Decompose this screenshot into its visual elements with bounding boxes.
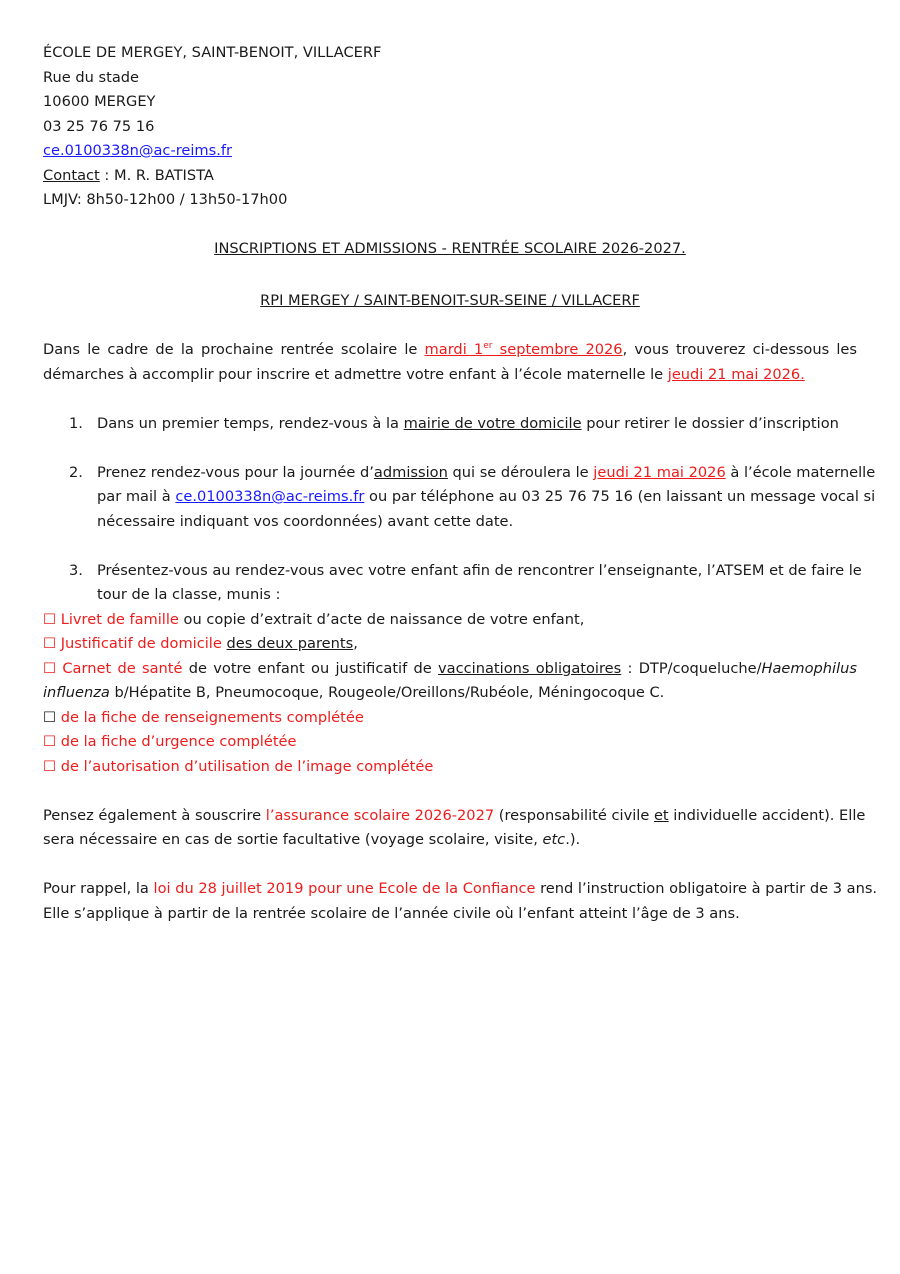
checklist-sante-vaccinations: vaccinations obligatoires xyxy=(438,660,622,677)
checklist-item-sante xyxy=(43,659,857,679)
checklist-renseignements-label: de la fiche de renseignements complétée xyxy=(56,709,364,726)
insurance-l2b: .). xyxy=(565,831,581,848)
rentree-date xyxy=(425,341,623,358)
insurance-c: individuelle accident). Elle xyxy=(668,807,866,824)
rentree-date-day: mardi 1 xyxy=(424,341,484,358)
reminder-a: Pour rappel, la xyxy=(43,880,154,897)
checkbox-icon[interactable]: ☐ xyxy=(43,709,57,726)
admission-date: jeudi 21 mai 2026. xyxy=(667,366,805,383)
step-2-l2b: ou par téléphone au 03 25 76 75 16 (en laissant un message vocal si xyxy=(364,488,876,505)
step-2-c: à l’école maternelle xyxy=(725,464,876,481)
school-hours: LMJV: 8h50-12h00 / 13h50-17h00 xyxy=(43,191,288,208)
insurance-etc: etc xyxy=(542,831,566,848)
reminder-law: loi du 28 juillet 2019 pour une Ecole de la Confiance xyxy=(153,880,536,897)
step-3-line-2: tour de la classe, munis : xyxy=(97,586,281,603)
checklist-urgence-label: de la fiche d’urgence complétée xyxy=(56,733,297,750)
insurance-l2a: sera nécessaire en cas de sortie facultative (voyage scolaire, visite, xyxy=(43,831,543,848)
checklist-item-sante-line-2 xyxy=(43,683,664,703)
intro-text: Dans le cadre de la prochaine rentrée scolaire le xyxy=(43,341,425,358)
school-name: ÉCOLE DE MERGEY, SAINT-BENOIT, VILLACERF xyxy=(43,44,382,61)
checklist-item-livret xyxy=(43,610,584,630)
insurance-line-2 xyxy=(43,830,580,850)
checklist-domicile-end: , xyxy=(353,635,358,652)
intro-line-1 xyxy=(43,340,857,360)
checklist-sante-haemophilus: Haemophilus xyxy=(761,660,857,677)
checklist-sante-a: de votre enfant ou justificatif de xyxy=(182,660,439,677)
page-title-wrap xyxy=(0,239,900,259)
step-1-text xyxy=(97,414,839,434)
checklist-sante-influenza: influenza xyxy=(43,684,110,701)
checklist-item-renseignements xyxy=(43,708,364,728)
checkbox-icon[interactable]: ☐ xyxy=(43,611,57,628)
step-2-admission: admission xyxy=(373,464,448,481)
reminder-line-2: Elle s’applique à partir de la rentrée scolaire de l’année civile où l’enfant atteint l’âge de 3 ans. xyxy=(43,905,740,922)
checklist-item-domicile xyxy=(43,634,358,654)
page-subtitle: RPI MERGEY / SAINT-BENOIT-SUR-SEINE / VILLACERF xyxy=(260,292,640,309)
insurance-line-1 xyxy=(43,806,866,826)
step-2-number: 2. xyxy=(69,464,83,481)
page-subtitle-wrap xyxy=(0,291,900,311)
insurance-b: (responsabilité civile xyxy=(494,807,654,824)
checklist-sante-b: : DTP/coqueluche/ xyxy=(621,660,762,677)
checklist-item-urgence xyxy=(43,732,297,752)
step-3-number: 3. xyxy=(69,562,83,579)
checklist-livret-label: Livret de famille xyxy=(56,611,179,628)
school-email-line xyxy=(43,141,232,161)
step-2-a: Prenez rendez-vous pour la journée d’ xyxy=(97,464,374,481)
step-2-line-2 xyxy=(97,487,876,507)
contact-label: Contact xyxy=(43,167,100,184)
intro-text-end: , vous trouverez ci-dessous les xyxy=(622,341,857,358)
step-2-l2a: par mail à xyxy=(97,488,176,505)
reminder-b: rend l’instruction obligatoire à partir de 3 ans. xyxy=(535,880,878,897)
contact-value: : M. R. BATISTA xyxy=(99,167,214,184)
step-2-line-1 xyxy=(97,463,876,483)
checklist-sante-label: Carnet de santé xyxy=(56,660,183,677)
school-email-link[interactable]: ce.0100338n@ac-reims.fr xyxy=(43,142,233,159)
checklist-livret-rest: ou copie d’extrait d’acte de naissance de votre enfant, xyxy=(178,611,585,628)
step-1-number: 1. xyxy=(69,415,83,432)
contact-line xyxy=(43,166,214,186)
step-1-b: pour retirer le dossier d’inscription xyxy=(581,415,839,432)
insurance-et: et xyxy=(653,807,669,824)
checkbox-icon[interactable]: ☐ xyxy=(43,660,57,677)
checklist-sante-l2: b/Hépatite B, Pneumocoque, Rougeole/Oreillons/Rubéole, Méningocoque C. xyxy=(109,684,665,701)
step-2-b: qui se déroulera le xyxy=(447,464,594,481)
reminder-line-1 xyxy=(43,879,878,899)
school-city: 10600 MERGEY xyxy=(43,93,156,110)
insurance-highlight: l’assurance scolaire 2026-2027 xyxy=(265,807,495,824)
checklist-domicile-parents: des deux parents xyxy=(226,635,354,652)
intro-line-2 xyxy=(43,365,805,385)
step-2-email-link[interactable]: ce.0100338n@ac-reims.fr xyxy=(175,488,365,505)
checklist-image-label: de l’autorisation d’utilisation de l’image complétée xyxy=(56,758,434,775)
checklist-domicile-label: Justificatif de domicile xyxy=(56,635,222,652)
checkbox-icon[interactable]: ☐ xyxy=(43,635,57,652)
school-phone: 03 25 76 75 16 xyxy=(43,118,155,135)
intro-line-2-text: démarches à accomplir pour inscrire et admettre votre enfant à l’école maternelle le xyxy=(43,366,668,383)
page-title: INSCRIPTIONS ET ADMISSIONS - RENTRÉE SCOLAIRE 2026-2027. xyxy=(214,240,686,257)
rentree-date-month: septembre 2026 xyxy=(492,341,623,358)
checkbox-icon[interactable]: ☐ xyxy=(43,733,57,750)
checkbox-icon[interactable]: ☐ xyxy=(43,758,57,775)
step-1-a: Dans un premier temps, rendez-vous à la xyxy=(97,415,404,432)
rentree-date-sup: er xyxy=(483,341,493,352)
insurance-a: Pensez également à souscrire xyxy=(43,807,266,824)
school-street: Rue du stade xyxy=(43,69,140,86)
step-2-date: jeudi 21 mai 2026 xyxy=(593,464,726,481)
step-1-mairie: mairie de votre domicile xyxy=(403,415,582,432)
step-3-line-1: Présentez-vous au rendez-vous avec votre enfant afin de rencontrer l’enseignante, l’ATSEM et de faire le xyxy=(97,562,862,579)
step-2-line-3: nécessaire indiquant vos coordonnées) avant cette date. xyxy=(97,513,514,530)
checklist-item-image xyxy=(43,757,433,777)
